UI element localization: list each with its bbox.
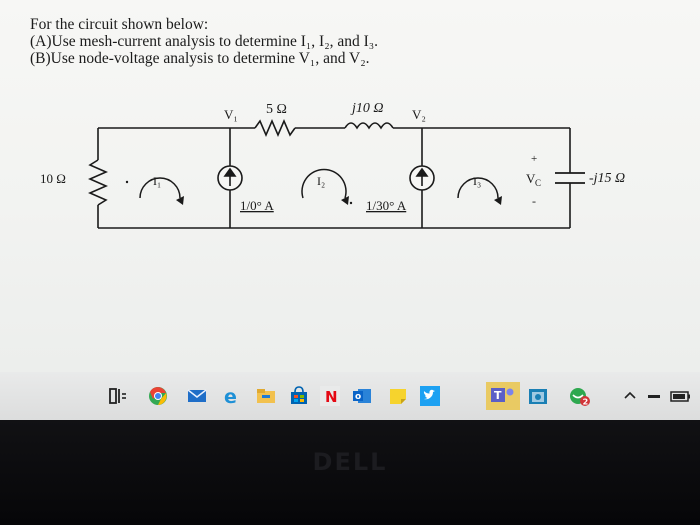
teams-letter: T bbox=[494, 389, 502, 402]
netflix-icon[interactable] bbox=[320, 386, 340, 406]
chat-icon[interactable] bbox=[568, 386, 588, 406]
outlook-letter: o bbox=[355, 392, 362, 402]
mail-icon[interactable] bbox=[187, 386, 207, 406]
label-cap: -j15 Ω bbox=[589, 171, 626, 186]
teams-icon[interactable] bbox=[486, 382, 520, 410]
label-i2: I₂ bbox=[317, 174, 326, 188]
label-v2: V₂ bbox=[412, 107, 426, 122]
store-icon[interactable] bbox=[289, 386, 309, 406]
edge-icon[interactable] bbox=[222, 386, 242, 406]
label-source-2: 1/30° A bbox=[366, 198, 407, 213]
battery-icon[interactable] bbox=[670, 386, 690, 406]
sticky-notes-icon[interactable] bbox=[388, 386, 408, 406]
label-5ohm: 5 Ω bbox=[266, 102, 287, 117]
taskbar bbox=[0, 376, 700, 416]
task-view-icon[interactable] bbox=[107, 386, 127, 406]
outlook-icon[interactable] bbox=[352, 386, 372, 406]
svg-text:e: e bbox=[224, 386, 237, 406]
file-explorer-icon[interactable] bbox=[256, 386, 276, 406]
problem-line-1: For the circuit shown below: bbox=[30, 16, 209, 33]
netflix-letter: N bbox=[325, 388, 338, 406]
brand-logo: DELL bbox=[312, 448, 388, 476]
label-i3: I₃ bbox=[473, 174, 482, 188]
problem-line-a: (A)Use mesh-current analysis to determine I₁, I₂, and I₃. bbox=[30, 33, 379, 50]
chrome-icon[interactable] bbox=[148, 386, 168, 406]
label-source-1: 1/0° A bbox=[240, 198, 274, 213]
network-icon[interactable] bbox=[645, 386, 665, 406]
camera-icon[interactable] bbox=[528, 386, 548, 406]
mesh-2-dot bbox=[350, 202, 352, 204]
chat-badge: 2 bbox=[582, 397, 589, 407]
label-vc-plus: + bbox=[531, 153, 538, 165]
problem-line-b: (B)Use node-voltage analysis to determine V₁, and V₂. bbox=[30, 50, 370, 67]
label-i1: I₁ bbox=[153, 174, 162, 188]
label-vc-minus: - bbox=[532, 194, 536, 208]
resistor-10ohm bbox=[90, 160, 106, 205]
twitter-icon[interactable] bbox=[420, 386, 440, 406]
chevron-up-icon[interactable] bbox=[620, 386, 640, 406]
label-j10ohm: j10 Ω bbox=[352, 101, 384, 116]
mesh-1-dot bbox=[126, 181, 128, 183]
resistor-5ohm bbox=[255, 121, 295, 135]
label-10ohm: 10 Ω bbox=[40, 171, 66, 186]
inductor-j10 bbox=[345, 123, 393, 128]
label-vc: V bbox=[526, 171, 536, 186]
label-v1: V₁ bbox=[224, 107, 238, 122]
label-vc-sub: C bbox=[535, 178, 542, 188]
